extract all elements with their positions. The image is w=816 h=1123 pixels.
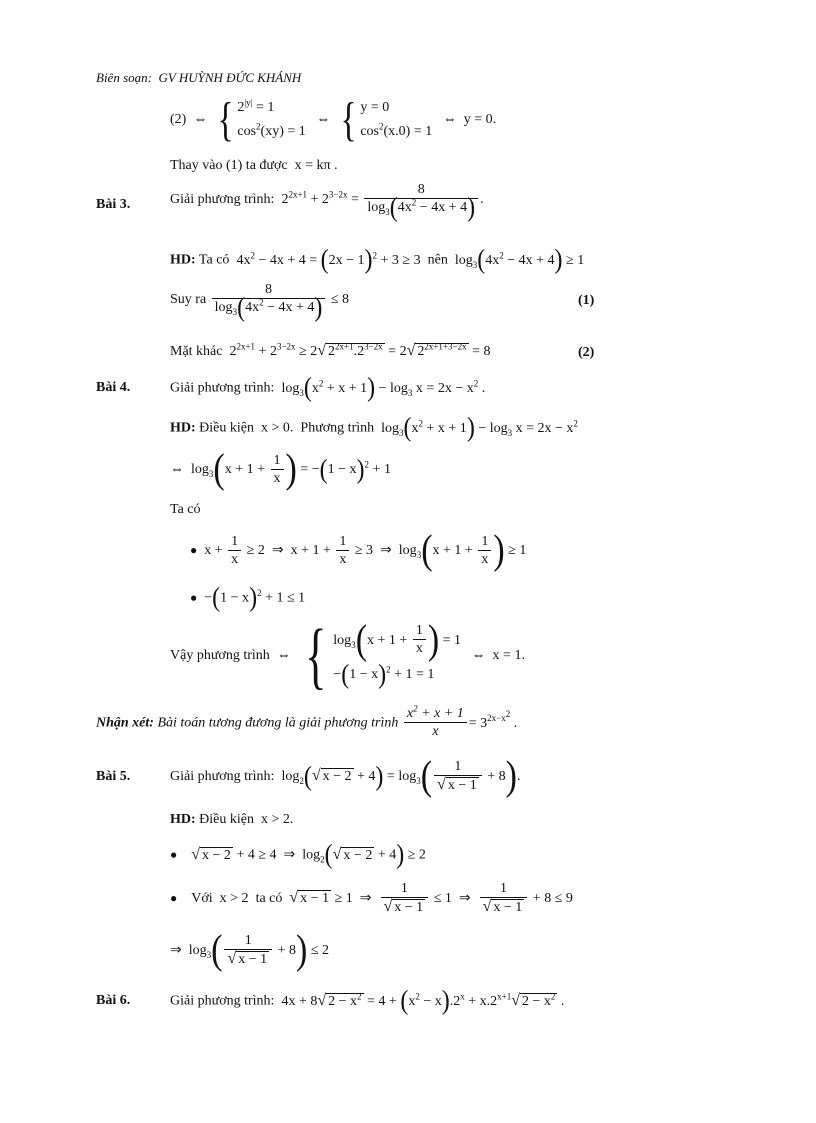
header-author: GV HUỲNH ĐỨC KHÁNH [158, 70, 302, 85]
nen-text: nên [427, 252, 448, 268]
voi-text: Với [191, 891, 213, 907]
ta-co-line: Ta có [170, 502, 201, 517]
bullet-1: ● x + $\frac{1}{x}$ ≥ 2 ⇒ x + 1 + $\frac{1}{x}$ ≥ 3 ⇒ $\log_3(x + 1$ + $\frac{1}{x}$ ) ≥ 1 [190, 528, 527, 573]
ta-co-text: Ta có [198, 252, 230, 268]
dieu-kien-text-5: Điều kiện [199, 812, 254, 827]
problem-5-label: Bài 5. [96, 769, 131, 784]
remark-label: Nhận xét: [96, 715, 154, 731]
bullet-2: ● $-(1 - x)^2 + 1 \le 1$ [190, 582, 306, 613]
page-header [96, 70, 301, 86]
phuong-trinh-text: Phương trình [300, 420, 375, 436]
problem-3-text: Giải phương trình: [170, 191, 275, 207]
tag-2: (2) [578, 345, 595, 360]
problem-6-label: Bài 6. [96, 993, 131, 1008]
problem-5-statement: Giải phương trình: $\log_2(√$ $x - 2 + 4) = \log_3$( $\frac{1}{√ x - 1}$ + 8). [170, 754, 521, 799]
ta-co-lc-text: ta có [255, 891, 283, 907]
problem-5-hint: HD: Điều kiện x > 2. [170, 812, 294, 827]
equation-2-system: (2) ⇔ { $2^{|y|} = 1$ $\cos^2(xy) = 1$ ⇔ { y = 0 $\cos^2(x.0) = 1$ ⇔ y = 0. [170, 93, 497, 146]
hint-label-4: HD: [170, 420, 196, 436]
hint-label-5: HD: [170, 812, 196, 827]
conclusion-4: Vậy phương trình ⇔ { $\log_3(x + 1$ + $\frac{1}{x}$ ) = 1 $-(1 - x)^2 + 1 = 1$ ⇔ x = 1. [170, 615, 525, 697]
problem-3-hint: HD: Ta có $4x^2 - 4x + 4 = (2x - 1)^2 + 3 \ge 3$ nên $\log_3(4x^2 - 4x + 4) \ge 1$ [170, 244, 585, 275]
hint-label: HD: [170, 252, 196, 268]
substitute-text: Thay vào (1) ta được [170, 158, 288, 173]
bullet-5-2: ● Với x > 2 ta có √ x − 1 ≥ 1 ⇒ $\frac{1}{√ x - 1}$ ≤ 1 ⇒ $\frac{1}{√ x - 1}$ + 8 ≤ 9 [170, 881, 573, 915]
remark: Nhận xét: Bài toán tương đương là giải phương trình $\frac{x^2 + x + 1}{x}$ = $3^{2x-x^2}$ . [96, 703, 518, 739]
suy-ra-text: Suy ra [170, 291, 207, 307]
mat-khac-line: Mặt khác $2^{2x+1} + 2^{3-2x} \ge 2√$ $2^{2x+1}.2^{3-2x} = 2√$ $2^{2x+1+3-2x} = 8$ [170, 341, 491, 359]
vay-pt-text: Vậy phương trình [170, 648, 270, 664]
problem-5-text: Giải phương trình: [170, 769, 275, 785]
problem-4-statement: Giải phương trình: $\log_3(x^2 + x + 1) - \log_3 x = 2x - x^2$ . [170, 372, 486, 403]
eq-label-2: (2) [170, 112, 187, 128]
problem-4-label: Bài 4. [96, 380, 131, 395]
mat-khac-text: Mặt khác [170, 344, 223, 359]
problem-4-hint: HD: Điều kiện x > 0. Phương trình $\log_3(x^2 + x + 1) - \log_3 x = 2x - x^2$ [170, 412, 578, 443]
problem-3-label: Bài 3. [96, 197, 131, 212]
remark-text: Bài toán tương đương là giải phương trình [157, 715, 399, 731]
dieu-kien-text: Điều kiện [199, 420, 254, 436]
problem-6-statement: Giải phương trình: 4x + 8√ $2 - x^2 = 4 + (x^2 - x).2^x + x.2^{x+1}√$ $2 - x^2$ . [170, 985, 565, 1016]
problem-6-text: Giải phương trình: [170, 993, 275, 1009]
equivalent-equation-4: ⇔ $\log_3(x + 1$ + $\frac{1}{x}$ ) = $-(1 - x)^2 + 1$ [170, 447, 391, 492]
bullet-5-1: ● √ x − 2 + 4 ≥ 4 ⇒ $\log_2(√$ x − 2 + 4) ≥ 2 [170, 839, 426, 870]
tag-1: (1) [578, 293, 595, 308]
implication-5: ⇒ $\log_3$( $\frac{1}{√ x - 1}$ + 8) ≤ 2 [170, 928, 330, 973]
problem-3-statement: Giải phương trình: $2^{2x+1} + 2^{3-2x}$ = $\frac{8}{\log_3(4x^2 - 4x + 4)}$ . [170, 182, 484, 223]
substitute-line: Thay vào (1) ta được x = kπ . [170, 158, 338, 173]
header-label: Biên soạn: [96, 70, 152, 85]
problem-4-text: Giải phương trình: [170, 380, 275, 396]
suy-ra-line: Suy ra $\frac{8}{\log_3(4x^2 - 4x + 4)}$ ≤ 8 [170, 282, 350, 323]
